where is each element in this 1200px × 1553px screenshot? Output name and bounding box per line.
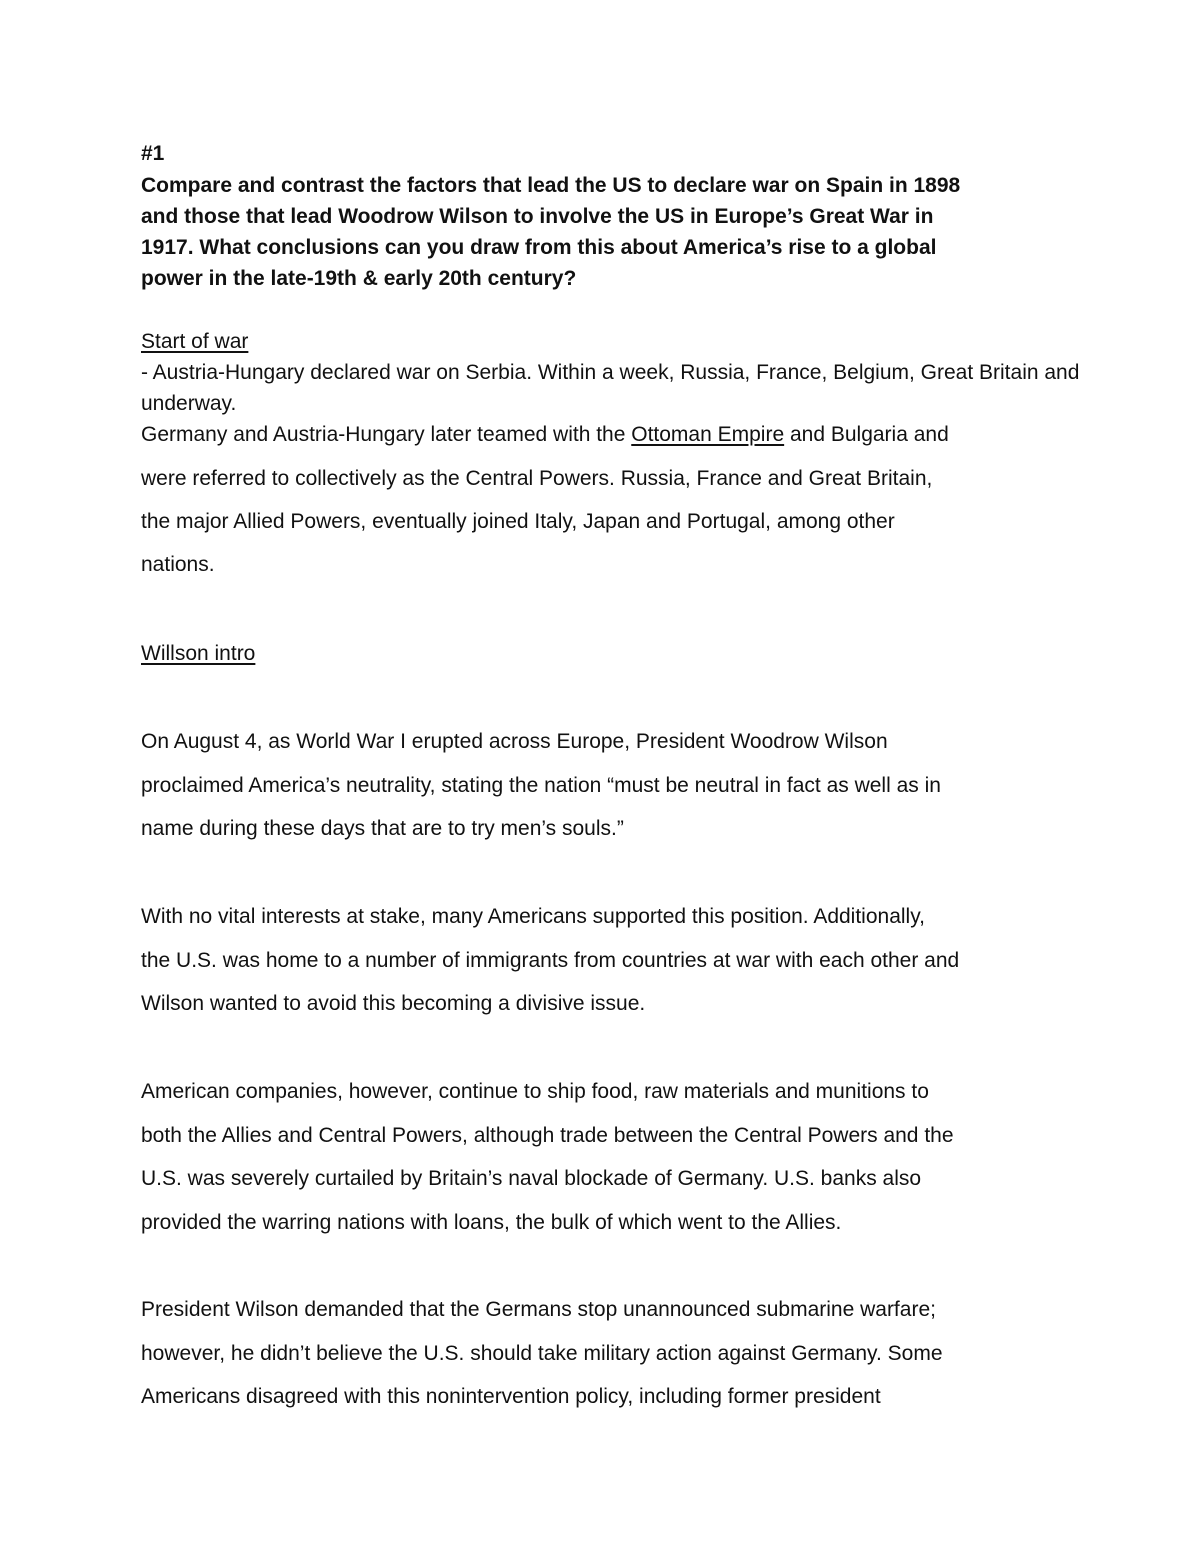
paragraph-line: proclaimed America’s neutrality, stating the nation “must be neutral in fact as well as in <box>141 774 941 797</box>
question-line: 1917. What conclusions can you draw from this about America’s rise to a global <box>141 236 937 259</box>
question-line: Compare and contrast the factors that lead the US to declare war on Spain in 1898 <box>141 174 961 197</box>
ottoman-empire-link[interactable]: Ottoman Empire <box>631 423 785 446</box>
paragraph-line: U.S. was severely curtailed by Britain’s naval blockade of Germany. U.S. banks also <box>141 1167 922 1190</box>
paragraph-line: the U.S. was home to a number of immigrants from countries at war with each other and <box>141 949 960 972</box>
paragraph-line: With no vital interests at stake, many Americans supported this position. Additionally, <box>141 905 925 928</box>
text-run: and Bulgaria and <box>784 423 949 446</box>
question-line: power in the late-19th & early 20th century? <box>141 267 577 290</box>
paragraph-line: President Wilson demanded that the Germans stop unannounced submarine warfare; <box>141 1298 936 1321</box>
question-line: and those that lead Woodrow Wilson to involve the US in Europe’s Great War in <box>141 205 934 228</box>
paragraph-line: Wilson wanted to avoid this becoming a divisive issue. <box>141 992 646 1015</box>
start-of-war-line <box>141 422 949 448</box>
paragraph-line: provided the warring nations with loans, the bulk of which went to the Allies. <box>141 1211 842 1234</box>
start-of-war-heading: Start of war <box>141 330 249 353</box>
question-number: #1 <box>141 142 165 165</box>
paragraph-line: however, he didn’t believe the U.S. should take military action against Germany. Some <box>141 1342 943 1365</box>
start-of-war-line: underway. <box>141 392 237 415</box>
start-of-war-line: were referred to collectively as the Central Powers. Russia, France and Great Britain, <box>141 467 933 490</box>
text-run: Germany and Austria-Hungary later teamed with the <box>141 423 632 446</box>
paragraph-line: name during these days that are to try men’s souls.” <box>141 817 624 840</box>
paragraph-line: American companies, however, continue to ship food, raw materials and munitions to <box>141 1080 929 1103</box>
start-of-war-line: nations. <box>141 553 215 576</box>
wilson-intro-heading: Willson intro <box>141 642 256 665</box>
paragraph-line: Americans disagreed with this nonintervention policy, including former president <box>141 1385 881 1408</box>
start-of-war-line: the major Allied Powers, eventually joined Italy, Japan and Portugal, among other <box>141 510 895 533</box>
paragraph-line: both the Allies and Central Powers, although trade between the Central Powers and the <box>141 1124 954 1147</box>
start-of-war-line: - Austria-Hungary declared war on Serbia. Within a week, Russia, France, Belgium, Great Britain and <box>141 361 1080 384</box>
paragraph-line: On August 4, as World War I erupted across Europe, President Woodrow Wilson <box>141 730 888 753</box>
